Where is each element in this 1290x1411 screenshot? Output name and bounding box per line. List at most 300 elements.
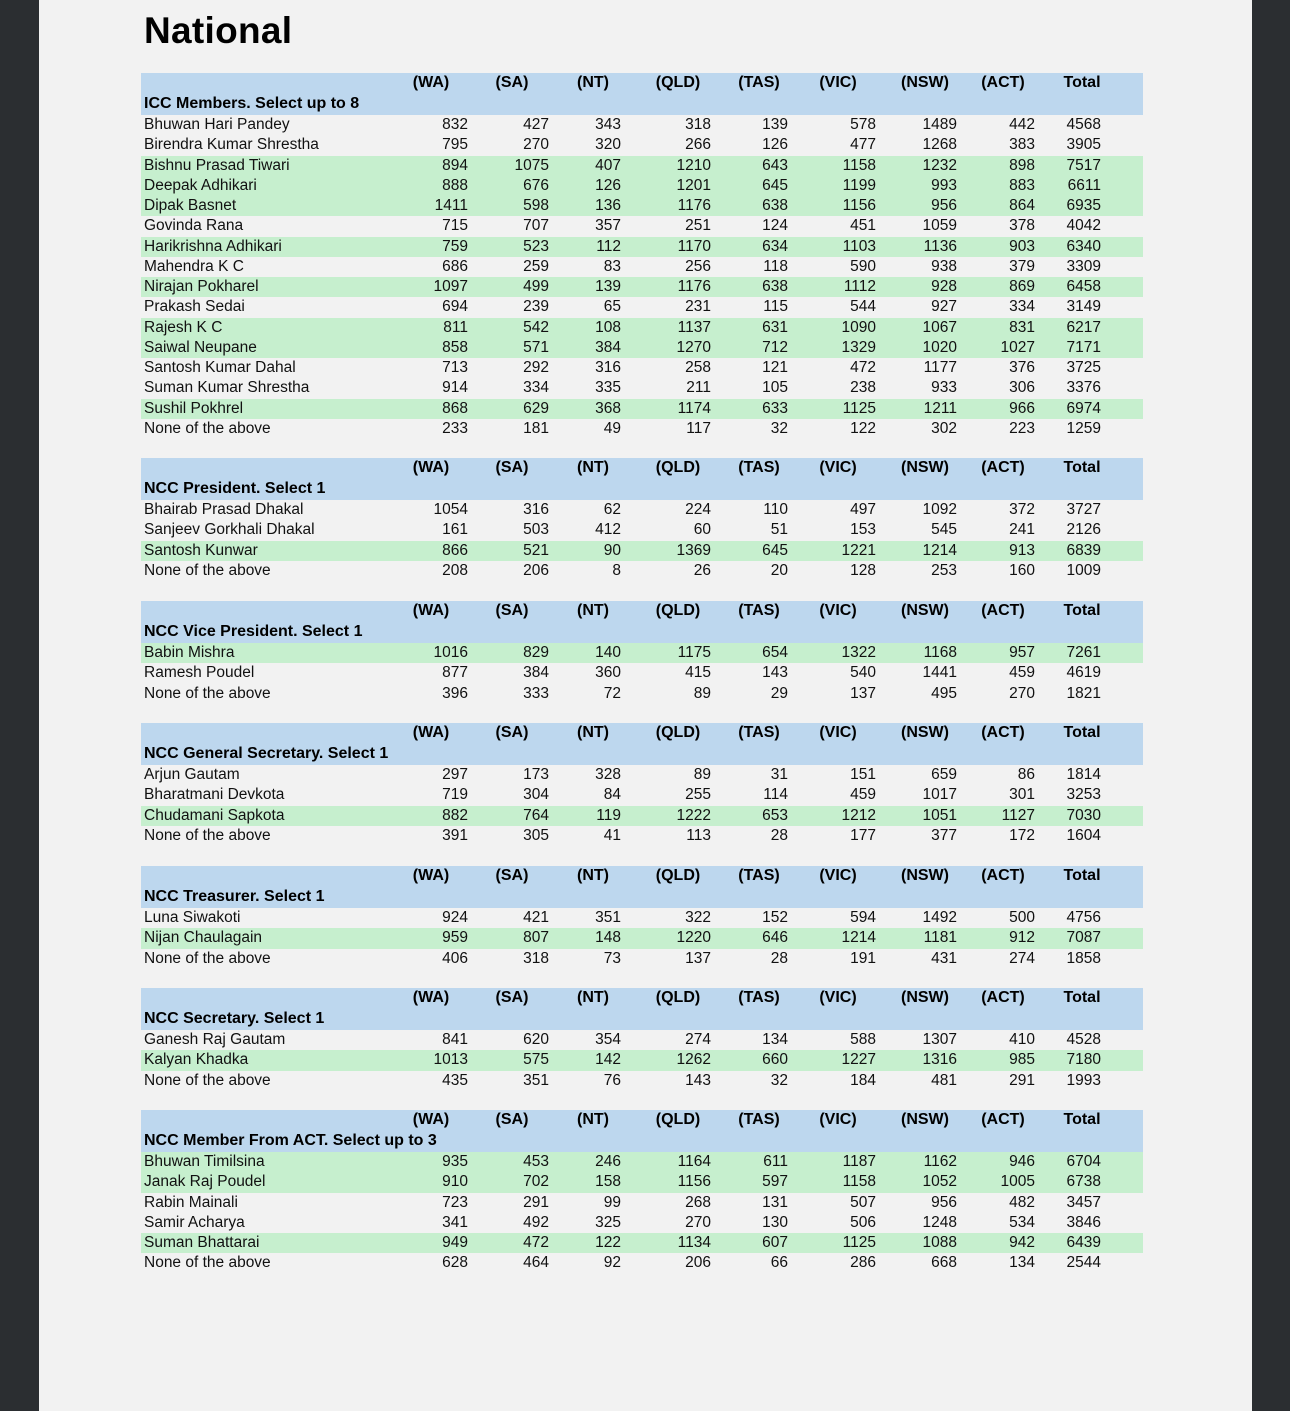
vote-count: 1322 bbox=[841, 644, 876, 661]
column-header: (NSW) bbox=[901, 724, 949, 741]
candidate-name: Santosh Kumar Dahal bbox=[144, 359, 296, 377]
vote-count: 1259 bbox=[1066, 419, 1101, 437]
table-row bbox=[141, 358, 1143, 378]
vote-count: 1174 bbox=[677, 399, 711, 417]
vote-count: 7087 bbox=[1066, 929, 1101, 947]
column-header: (SA) bbox=[495, 989, 529, 1006]
vote-count: 1993 bbox=[1066, 1071, 1101, 1089]
table-row bbox=[141, 399, 1143, 419]
vote-count: 1059 bbox=[922, 217, 957, 235]
vote-count: 1316 bbox=[922, 1051, 957, 1069]
vote-count: 935 bbox=[442, 1153, 468, 1170]
column-header: (QLD) bbox=[655, 1111, 701, 1128]
vote-count: 3309 bbox=[1066, 257, 1101, 275]
table-row bbox=[141, 1152, 1143, 1172]
vote-count: 304 bbox=[523, 786, 549, 804]
vote-count: 239 bbox=[523, 298, 549, 316]
vote-count: 1248 bbox=[922, 1213, 957, 1231]
vote-count: 1268 bbox=[922, 136, 957, 154]
table-row bbox=[141, 1172, 1143, 1192]
vote-count: 1262 bbox=[676, 1051, 711, 1069]
vote-count: 3905 bbox=[1066, 136, 1101, 154]
vote-count: 1052 bbox=[922, 1173, 957, 1191]
table-row bbox=[141, 541, 1143, 561]
candidate-name: None of the above bbox=[144, 419, 271, 437]
vote-count: 270 bbox=[685, 1213, 711, 1231]
vote-count: 1156 bbox=[842, 197, 876, 215]
vote-count: 1017 bbox=[922, 786, 957, 804]
candidate-name: Samir Acharya bbox=[144, 1213, 245, 1231]
table-row bbox=[141, 156, 1143, 176]
vote-count: 119 bbox=[596, 806, 621, 824]
vote-count: 795 bbox=[442, 136, 468, 154]
vote-count: 869 bbox=[1009, 278, 1035, 296]
vote-count: 607 bbox=[762, 1234, 788, 1252]
candidate-name: Ganesh Raj Gautam bbox=[144, 1031, 286, 1048]
vote-count: 3253 bbox=[1066, 786, 1101, 804]
vote-count: 924 bbox=[442, 909, 468, 926]
vote-count: 406 bbox=[442, 949, 468, 967]
column-header: (QLD) bbox=[655, 459, 701, 476]
table-row bbox=[141, 908, 1143, 928]
results-section bbox=[141, 1110, 1143, 1274]
section-title: NCC Member From ACT. Select up to 3 bbox=[144, 1132, 437, 1149]
vote-count: 62 bbox=[603, 501, 621, 518]
vote-count: 410 bbox=[1009, 1031, 1035, 1048]
vote-count: 407 bbox=[595, 156, 621, 174]
column-header: (TAS) bbox=[738, 459, 780, 476]
candidate-name: Suman Kumar Shrestha bbox=[144, 379, 310, 397]
results-section bbox=[141, 723, 1143, 846]
vote-count: 888 bbox=[442, 176, 468, 194]
candidate-name: Suman Bhattarai bbox=[144, 1234, 260, 1252]
vote-count: 676 bbox=[523, 176, 549, 194]
table-row bbox=[141, 318, 1143, 338]
vote-count: 89 bbox=[693, 766, 711, 783]
vote-count: 318 bbox=[685, 116, 711, 133]
vote-count: 534 bbox=[1009, 1213, 1035, 1231]
vote-count: 985 bbox=[1009, 1051, 1035, 1069]
column-header: (NSW) bbox=[901, 459, 949, 476]
candidate-name: Rabin Mainali bbox=[144, 1193, 238, 1211]
vote-count: 6458 bbox=[1066, 278, 1101, 296]
vote-count: 638 bbox=[762, 278, 788, 296]
vote-count: 1016 bbox=[433, 644, 468, 661]
vote-count: 274 bbox=[1009, 949, 1035, 967]
vote-count: 1158 bbox=[842, 1173, 876, 1191]
vote-count: 208 bbox=[442, 561, 468, 579]
column-header: (NSW) bbox=[901, 989, 949, 1006]
table-row bbox=[141, 1030, 1143, 1050]
vote-count: 8 bbox=[612, 561, 621, 579]
table-row bbox=[141, 765, 1143, 785]
vote-count: 83 bbox=[603, 257, 621, 275]
vote-count: 108 bbox=[595, 318, 621, 336]
results-section bbox=[141, 73, 1143, 439]
vote-count: 451 bbox=[850, 217, 876, 235]
vote-count: 864 bbox=[1009, 197, 1035, 215]
results-section bbox=[141, 988, 1143, 1091]
section-header bbox=[141, 866, 1143, 908]
section-header bbox=[141, 723, 1143, 765]
vote-count: 379 bbox=[1009, 257, 1035, 275]
vote-count: 421 bbox=[523, 909, 549, 926]
vote-count: 396 bbox=[442, 684, 468, 702]
vote-count: 611 bbox=[763, 1153, 788, 1170]
vote-count: 1222 bbox=[676, 806, 711, 824]
vote-count: 1329 bbox=[841, 338, 876, 356]
vote-count: 1156 bbox=[677, 1173, 711, 1191]
vote-count: 1604 bbox=[1066, 826, 1101, 844]
vote-count: 1821 bbox=[1066, 684, 1101, 702]
vote-count: 270 bbox=[523, 136, 549, 154]
vote-count: 571 bbox=[523, 338, 549, 356]
vote-count: 882 bbox=[442, 806, 468, 824]
candidate-name: Harikrishna Adhikari bbox=[144, 237, 282, 255]
vote-count: 883 bbox=[1009, 176, 1035, 194]
table-row bbox=[141, 1253, 1143, 1273]
vote-count: 181 bbox=[523, 419, 549, 437]
column-header: Total bbox=[1063, 459, 1101, 476]
table-row bbox=[141, 419, 1143, 439]
vote-count: 715 bbox=[442, 217, 468, 235]
vote-count: 659 bbox=[931, 766, 957, 783]
vote-count: 946 bbox=[1009, 1153, 1035, 1170]
vote-count: 500 bbox=[1009, 909, 1035, 926]
column-header: (WA) bbox=[412, 1111, 450, 1128]
table-row bbox=[141, 216, 1143, 236]
vote-count: 495 bbox=[931, 684, 957, 702]
vote-count: 1187 bbox=[842, 1153, 876, 1170]
vote-count: 858 bbox=[442, 338, 468, 356]
vote-count: 2544 bbox=[1066, 1254, 1101, 1272]
vote-count: 231 bbox=[685, 298, 711, 316]
column-header: (TAS) bbox=[738, 74, 780, 91]
vote-count: 241 bbox=[1009, 521, 1035, 539]
vote-count: 914 bbox=[442, 379, 468, 397]
table-row bbox=[141, 826, 1143, 846]
vote-count: 633 bbox=[762, 399, 788, 417]
vote-count: 76 bbox=[603, 1071, 621, 1089]
section-header bbox=[141, 458, 1143, 500]
vote-count: 206 bbox=[523, 561, 549, 579]
column-header: (SA) bbox=[495, 1111, 529, 1128]
vote-count: 1489 bbox=[922, 116, 957, 133]
candidate-name: Chudamani Sapkota bbox=[144, 806, 285, 824]
candidate-name: Saiwal Neupane bbox=[144, 338, 257, 356]
vote-count: 588 bbox=[850, 1031, 876, 1048]
vote-count: 134 bbox=[762, 1031, 788, 1048]
vote-count: 1168 bbox=[923, 644, 957, 661]
vote-count: 668 bbox=[931, 1254, 957, 1272]
vote-count: 334 bbox=[523, 379, 549, 397]
vote-count: 6704 bbox=[1066, 1153, 1101, 1170]
column-header: (SA) bbox=[495, 724, 529, 741]
table-row bbox=[141, 1233, 1143, 1253]
column-header: (NT) bbox=[577, 989, 609, 1006]
vote-count: 694 bbox=[442, 298, 468, 316]
vote-count: 1210 bbox=[676, 156, 711, 174]
vote-count: 597 bbox=[762, 1173, 788, 1191]
candidate-name: Birendra Kumar Shrestha bbox=[144, 136, 319, 154]
vote-count: 686 bbox=[442, 257, 468, 275]
vote-count: 65 bbox=[603, 298, 621, 316]
vote-count: 4619 bbox=[1066, 664, 1101, 682]
vote-count: 137 bbox=[685, 949, 711, 967]
table-row bbox=[141, 1050, 1143, 1070]
vote-count: 764 bbox=[523, 806, 549, 824]
vote-count: 49 bbox=[603, 419, 621, 437]
vote-count: 6439 bbox=[1066, 1234, 1101, 1252]
column-header: (ACT) bbox=[981, 602, 1025, 619]
vote-count: 51 bbox=[770, 521, 788, 539]
vote-count: 372 bbox=[1009, 501, 1035, 518]
vote-count: 131 bbox=[762, 1193, 788, 1211]
vote-count: 328 bbox=[595, 766, 621, 783]
vote-count: 472 bbox=[523, 1234, 549, 1252]
vote-count: 646 bbox=[762, 929, 788, 947]
column-header: (VIC) bbox=[819, 1111, 857, 1128]
vote-count: 1858 bbox=[1066, 949, 1101, 967]
candidate-name: Nirajan Pokharel bbox=[144, 278, 259, 296]
section-title: NCC Vice President. Select 1 bbox=[144, 623, 363, 640]
vote-count: 384 bbox=[523, 664, 549, 682]
vote-count: 137 bbox=[850, 684, 876, 702]
vote-count: 333 bbox=[523, 684, 549, 702]
vote-count: 383 bbox=[1009, 136, 1035, 154]
column-header: Total bbox=[1063, 867, 1101, 884]
vote-count: 3457 bbox=[1066, 1193, 1101, 1211]
column-header: (WA) bbox=[412, 724, 450, 741]
vote-count: 841 bbox=[442, 1031, 468, 1048]
vote-count: 253 bbox=[931, 561, 957, 579]
column-header: (VIC) bbox=[819, 989, 857, 1006]
vote-count: 7030 bbox=[1066, 806, 1101, 824]
table-row bbox=[141, 176, 1143, 196]
vote-count: 868 bbox=[442, 399, 468, 417]
vote-count: 113 bbox=[686, 826, 711, 844]
column-header: (WA) bbox=[412, 989, 450, 1006]
candidate-name: None of the above bbox=[144, 949, 271, 967]
column-header: (NSW) bbox=[901, 867, 949, 884]
vote-count: 1177 bbox=[923, 359, 957, 377]
candidate-name: Sushil Pokhrel bbox=[144, 399, 244, 417]
vote-count: 32 bbox=[770, 1071, 788, 1089]
vote-count: 305 bbox=[523, 826, 549, 844]
column-header: (TAS) bbox=[738, 867, 780, 884]
vote-count: 139 bbox=[595, 278, 621, 296]
vote-count: 723 bbox=[442, 1193, 468, 1211]
candidate-name: Babin Mishra bbox=[144, 644, 235, 661]
vote-count: 631 bbox=[762, 318, 788, 336]
table-row bbox=[141, 785, 1143, 805]
vote-count: 238 bbox=[850, 379, 876, 397]
vote-count: 368 bbox=[595, 399, 621, 417]
vote-count: 224 bbox=[685, 501, 711, 518]
column-header: (TAS) bbox=[738, 602, 780, 619]
vote-count: 357 bbox=[595, 217, 621, 235]
vote-count: 1020 bbox=[922, 338, 957, 356]
table-row bbox=[141, 277, 1143, 297]
vote-count: 90 bbox=[603, 541, 621, 559]
vote-count: 316 bbox=[595, 359, 621, 377]
vote-count: 712 bbox=[762, 338, 788, 356]
vote-count: 292 bbox=[523, 359, 549, 377]
section-header bbox=[141, 73, 1143, 115]
vote-count: 301 bbox=[1009, 786, 1035, 804]
vote-count: 660 bbox=[762, 1051, 788, 1069]
vote-count: 654 bbox=[762, 644, 788, 661]
candidate-name: Dipak Basnet bbox=[144, 197, 237, 215]
column-header: (QLD) bbox=[655, 74, 701, 91]
vote-count: 938 bbox=[931, 257, 957, 275]
vote-count: 503 bbox=[523, 521, 549, 539]
vote-count: 927 bbox=[931, 298, 957, 316]
candidate-name: Rajesh K C bbox=[144, 318, 223, 336]
candidate-name: Kalyan Khadka bbox=[144, 1051, 249, 1069]
vote-count: 1005 bbox=[1000, 1173, 1035, 1191]
results-section bbox=[141, 866, 1143, 969]
column-header: (WA) bbox=[412, 459, 450, 476]
vote-count: 431 bbox=[931, 949, 957, 967]
vote-count: 320 bbox=[595, 136, 621, 154]
vote-count: 148 bbox=[595, 929, 621, 947]
vote-count: 1103 bbox=[842, 237, 876, 255]
vote-count: 73 bbox=[603, 949, 621, 967]
vote-count: 497 bbox=[850, 501, 876, 518]
vote-count: 719 bbox=[442, 786, 468, 804]
section-header bbox=[141, 601, 1143, 643]
vote-count: 638 bbox=[762, 197, 788, 215]
vote-count: 121 bbox=[762, 359, 788, 377]
column-header: (NT) bbox=[577, 724, 609, 741]
vote-count: 928 bbox=[931, 278, 957, 296]
vote-count: 130 bbox=[762, 1213, 788, 1231]
vote-count: 598 bbox=[523, 197, 549, 215]
vote-count: 1199 bbox=[842, 176, 876, 194]
vote-count: 903 bbox=[1009, 237, 1035, 255]
vote-count: 1814 bbox=[1066, 766, 1101, 783]
results-section bbox=[141, 458, 1143, 581]
column-header: (SA) bbox=[495, 602, 529, 619]
vote-count: 110 bbox=[763, 501, 788, 518]
vote-count: 942 bbox=[1009, 1234, 1035, 1252]
vote-count: 1051 bbox=[922, 806, 957, 824]
vote-count: 60 bbox=[693, 521, 711, 539]
vote-count: 151 bbox=[850, 766, 876, 783]
vote-count: 629 bbox=[523, 399, 549, 417]
vote-count: 877 bbox=[442, 664, 468, 682]
vote-count: 956 bbox=[931, 197, 957, 215]
vote-count: 270 bbox=[1009, 684, 1035, 702]
section-title: NCC Secretary. Select 1 bbox=[144, 1010, 325, 1027]
vote-count: 807 bbox=[523, 929, 549, 947]
vote-count: 590 bbox=[850, 257, 876, 275]
table-row bbox=[141, 949, 1143, 969]
vote-count: 360 bbox=[595, 664, 621, 682]
vote-count: 713 bbox=[442, 359, 468, 377]
vote-count: 20 bbox=[770, 561, 788, 579]
vote-count: 343 bbox=[595, 116, 621, 133]
table-row bbox=[141, 684, 1143, 704]
vote-count: 286 bbox=[850, 1254, 876, 1272]
vote-count: 124 bbox=[762, 217, 788, 235]
vote-count: 351 bbox=[523, 1071, 549, 1089]
vote-count: 442 bbox=[1009, 116, 1035, 133]
vote-count: 6839 bbox=[1066, 541, 1101, 559]
vote-count: 412 bbox=[595, 521, 621, 539]
vote-count: 140 bbox=[595, 644, 621, 661]
column-header: (WA) bbox=[412, 602, 450, 619]
vote-count: 910 bbox=[442, 1173, 468, 1191]
table-row bbox=[141, 196, 1143, 216]
vote-count: 7180 bbox=[1066, 1051, 1101, 1069]
vote-count: 325 bbox=[595, 1213, 621, 1231]
vote-count: 6611 bbox=[1067, 176, 1101, 194]
vote-count: 6217 bbox=[1066, 318, 1101, 336]
vote-count: 351 bbox=[595, 909, 621, 926]
vote-count: 143 bbox=[762, 664, 788, 682]
vote-count: 1176 bbox=[677, 278, 711, 296]
vote-count: 956 bbox=[931, 1193, 957, 1211]
column-header: (ACT) bbox=[981, 74, 1025, 91]
vote-count: 3725 bbox=[1066, 359, 1101, 377]
vote-count: 142 bbox=[595, 1051, 621, 1069]
vote-count: 126 bbox=[762, 136, 788, 154]
vote-count: 126 bbox=[595, 176, 621, 194]
vote-count: 31 bbox=[770, 766, 788, 783]
vote-count: 99 bbox=[603, 1193, 621, 1211]
table-row bbox=[141, 928, 1143, 948]
vote-count: 3376 bbox=[1066, 379, 1101, 397]
vote-count: 545 bbox=[931, 521, 957, 539]
vote-count: 173 bbox=[523, 766, 549, 783]
vote-count: 334 bbox=[1009, 298, 1035, 316]
vote-count: 453 bbox=[523, 1153, 549, 1170]
candidate-name: None of the above bbox=[144, 561, 271, 579]
vote-count: 1009 bbox=[1066, 561, 1101, 579]
vote-count: 354 bbox=[595, 1031, 621, 1048]
vote-count: 415 bbox=[685, 664, 711, 682]
vote-count: 6974 bbox=[1066, 399, 1101, 417]
vote-count: 966 bbox=[1009, 399, 1035, 417]
vote-count: 1492 bbox=[922, 909, 957, 926]
column-header: (TAS) bbox=[738, 724, 780, 741]
vote-count: 506 bbox=[850, 1213, 876, 1231]
vote-count: 628 bbox=[442, 1254, 468, 1272]
vote-count: 542 bbox=[523, 318, 549, 336]
vote-count: 544 bbox=[850, 298, 876, 316]
vote-count: 1158 bbox=[842, 156, 876, 174]
vote-count: 206 bbox=[685, 1254, 711, 1272]
vote-count: 4756 bbox=[1066, 909, 1101, 926]
vote-count: 578 bbox=[850, 116, 876, 133]
candidate-name: Nijan Chaulagain bbox=[144, 929, 263, 947]
vote-count: 139 bbox=[762, 116, 788, 133]
column-header: (QLD) bbox=[655, 989, 701, 1006]
vote-count: 912 bbox=[1009, 929, 1035, 947]
column-header: (QLD) bbox=[655, 867, 701, 884]
vote-count: 894 bbox=[442, 156, 468, 174]
table-row bbox=[141, 257, 1143, 277]
column-header: (VIC) bbox=[819, 724, 857, 741]
table-row bbox=[141, 297, 1143, 317]
vote-count: 143 bbox=[685, 1071, 711, 1089]
column-header: (VIC) bbox=[819, 459, 857, 476]
vote-count: 128 bbox=[850, 561, 876, 579]
column-header: Total bbox=[1063, 724, 1101, 741]
table-row bbox=[141, 643, 1143, 663]
